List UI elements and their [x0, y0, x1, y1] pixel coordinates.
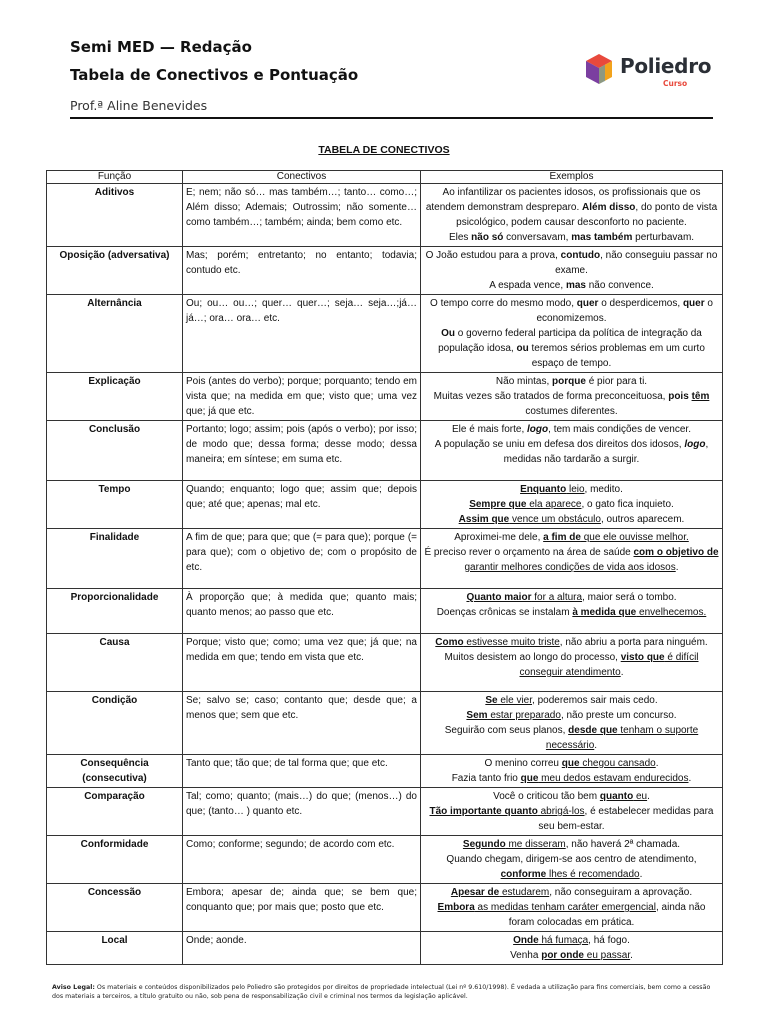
example-text: O menino correu — [484, 758, 562, 769]
example-text: , do ponto de vista psicológico, podem causar desconforto no paciente. — [456, 202, 718, 228]
cell-funcao: Concessão — [47, 884, 183, 932]
cell-exemplos — [421, 529, 723, 589]
example-text: Doenças crônicas se instalam — [436, 607, 573, 618]
example-sentence — [424, 590, 719, 605]
cell-conectivos: Se; salvo se; caso; contanto que; desde que; a menos que; sem que etc. — [183, 692, 421, 755]
table-row — [47, 481, 723, 529]
connective-highlight: Enquanto — [520, 484, 567, 495]
table-row — [47, 755, 723, 788]
document-title: Tabela de Conectivos e Pontuação — [70, 66, 359, 84]
example-text: , outros aparecem. — [600, 514, 685, 525]
cell-funcao: Comparação — [47, 788, 183, 836]
connective-highlight: Sem — [466, 710, 488, 721]
example-text: ele vier — [497, 695, 533, 706]
example-text: A população se uniu em defesa dos direitos dos idosos, — [434, 439, 685, 450]
column-header-exemplos: Exemplos — [421, 171, 723, 184]
connective-highlight: Segundo — [462, 839, 506, 850]
example-text: . — [655, 758, 659, 769]
example-text: , tem mais condições de vencer. — [548, 424, 691, 435]
table-row — [47, 836, 723, 884]
table-row — [47, 932, 723, 965]
connective-highlight: logo — [527, 424, 549, 435]
cell-exemplos — [421, 932, 723, 965]
cell-conectivos: Embora; apesar de; ainda que; se bem que; conquanto que; por mais que; posto que etc. — [183, 884, 421, 932]
example-text: que ele ouvisse melhor. — [580, 532, 689, 543]
teacher-name: Prof.ª Aline Benevides — [70, 98, 208, 113]
example-sentence — [424, 545, 719, 575]
example-text: estivesse muito triste — [463, 637, 560, 648]
example-text: perturbavam. — [632, 232, 695, 243]
table-row — [47, 634, 723, 692]
cell-exemplos — [421, 184, 723, 247]
example-text: leio — [566, 484, 585, 495]
cell-conectivos: Porque; visto que; como; uma vez que; já que; na medida em que; tendo em vista que etc. — [183, 634, 421, 692]
example-text: abrigá-los — [537, 806, 585, 817]
connective-highlight: quer — [682, 298, 705, 309]
example-sentence — [424, 530, 719, 545]
example-text: O João estudou para a prova, — [425, 250, 561, 261]
cell-conectivos: À proporção que; à medida que; quanto mais; quanto menos; ao passo que etc. — [183, 589, 421, 634]
document-header — [70, 34, 630, 115]
cell-exemplos — [421, 247, 723, 295]
example-text: conversavam, — [503, 232, 572, 243]
example-sentence — [424, 437, 719, 467]
example-sentence — [424, 482, 719, 497]
example-text: chegou cansado — [579, 758, 656, 769]
cell-funcao: Local — [47, 932, 183, 965]
example-text: costumes diferentes. — [525, 406, 618, 417]
example-text: , não preste um concurso. — [560, 710, 677, 721]
connective-highlight: mas também — [571, 232, 633, 243]
example-text: , o gato fica inquieto. — [581, 499, 674, 510]
cell-funcao: Causa — [47, 634, 183, 692]
example-sentence — [424, 389, 719, 419]
table-row — [47, 788, 723, 836]
connective-highlight: não só — [471, 232, 504, 243]
section-title-text: TABELA DE CONECTIVOS — [318, 144, 450, 156]
example-text: Muitas vezes são tratados de forma preconceituosa, — [433, 391, 669, 402]
connective-highlight: têm — [691, 391, 710, 402]
connective-highlight: por onde — [541, 950, 584, 961]
connective-highlight: quanto — [599, 791, 634, 802]
example-text: , maior será o tombo. — [582, 592, 677, 603]
connective-highlight: Apesar de — [450, 887, 500, 898]
header-divider — [70, 117, 713, 119]
logo-wordmark: Poliedro — [620, 54, 712, 78]
example-text: não convence. — [585, 280, 654, 291]
connective-highlight: Ou — [441, 328, 456, 339]
example-sentence — [424, 837, 719, 852]
example-sentence — [424, 708, 719, 723]
example-sentence — [424, 422, 719, 437]
example-text: Não mintas, — [495, 376, 553, 387]
cell-conectivos: Quando; enquanto; logo que; assim que; depois que; até que; apenas; mal etc. — [183, 481, 421, 529]
example-text: Aproximei-me dele, — [454, 532, 544, 543]
cell-conectivos: Tanto que; tão que; de tal forma que; que etc. — [183, 755, 421, 788]
cell-exemplos — [421, 692, 723, 755]
column-header-funcao: Função — [47, 171, 183, 184]
table-row — [47, 295, 723, 373]
example-text: lhes é recomendado — [546, 869, 640, 880]
example-text: Você o criticou tão bem — [493, 791, 600, 802]
connective-highlight: Tão importante — [429, 806, 505, 817]
example-text: garantir melhores condições de vida aos idosos — [464, 562, 676, 573]
table-header-row — [47, 171, 723, 184]
connective-highlight: Além disso — [582, 202, 636, 213]
example-text: estar preparado — [487, 710, 561, 721]
cell-conectivos: Onde; aonde. — [183, 932, 421, 965]
connective-highlight: quanto — [504, 806, 538, 817]
table-row — [47, 692, 723, 755]
example-text: , há fogo. — [588, 935, 630, 946]
example-text: . — [630, 950, 633, 961]
table-row — [47, 421, 723, 481]
cell-funcao: Condição — [47, 692, 183, 755]
cell-conectivos: A fim de que; para que; que (= para que); porque (= para que); com o objetivo de; com o propósito de etc. — [183, 529, 421, 589]
example-text: , não conseguiram a aprovação. — [549, 887, 693, 898]
example-text: . — [647, 791, 650, 802]
example-text: , medidas não tardarão a surgir. — [503, 439, 709, 465]
example-text: Ao infantilizar os pacientes idosos, os profissionais que os atendem demonstram despreparo. — [425, 187, 701, 213]
example-sentence — [424, 278, 719, 293]
example-text: A espada vence, — [489, 280, 566, 291]
cell-funcao: Proporcionalidade — [47, 589, 183, 634]
poliedro-logo — [584, 52, 724, 92]
connective-highlight: Como — [435, 637, 464, 648]
example-sentence — [424, 605, 719, 620]
connective-highlight: porque — [552, 376, 586, 387]
cell-funcao: Finalidade — [47, 529, 183, 589]
cell-exemplos — [421, 836, 723, 884]
example-sentence — [424, 635, 719, 650]
example-sentence — [424, 804, 719, 834]
example-text: . — [688, 773, 692, 784]
example-text: vence um obstáculo — [509, 514, 601, 525]
legal-notice — [52, 983, 714, 1001]
example-text: o economizemos. — [536, 298, 713, 324]
example-text: , não conseguiu passar no exame. — [555, 250, 718, 276]
logo-subtitle: Curso — [663, 79, 688, 88]
cell-conectivos: Tal; como; quanto; (mais…) do que; (menos…) do que; (tanto… ) quanto etc. — [183, 788, 421, 836]
example-text: . — [639, 869, 643, 880]
example-text: há fumaça — [538, 935, 589, 946]
cell-conectivos: Ou; ou… ou…; quer… quer…; seja… seja…;já… já…; ora… ora… etc. — [183, 295, 421, 373]
example-text: ela aparece — [526, 499, 582, 510]
example-text: estudarem — [499, 887, 550, 898]
example-sentence — [424, 248, 719, 278]
example-text: Seguirão com seus planos, — [444, 725, 569, 736]
example-text: . — [675, 562, 679, 573]
example-sentence — [424, 230, 719, 245]
connective-highlight: visto que — [620, 652, 665, 663]
example-sentence — [424, 771, 719, 786]
legal-notice-text: Os materiais e conteúdos disponibilizados pelo Poliedro são protegidos por direitos de propriedade intelectual (Lei nº 9.610/1998). É vedada a utilização para fins comerciais, bem como a cessão dos materiais a terceiros, a título gratuito ou não, sob pena de responsabilização civil e criminal nos termos da legislação aplicável. — [52, 984, 711, 1000]
example-text: Quando chegam, dirigem-se aos centro de atendimento, — [446, 854, 697, 865]
example-text: . — [594, 740, 598, 751]
example-sentence — [424, 948, 719, 963]
cell-conectivos: Como; conforme; segundo; de acordo com etc. — [183, 836, 421, 884]
connective-highlight: Sempre que — [469, 499, 527, 510]
example-sentence — [424, 885, 719, 900]
connective-highlight: Se — [485, 695, 498, 706]
table-row — [47, 373, 723, 421]
example-text: eu — [633, 791, 648, 802]
example-sentence — [424, 900, 719, 930]
example-sentence — [424, 374, 719, 389]
cell-exemplos — [421, 788, 723, 836]
example-text: , não abriu a porta para ninguém. — [559, 637, 708, 648]
example-sentence — [424, 789, 719, 804]
example-text: , medito. — [584, 484, 623, 495]
example-text: me disseram — [505, 839, 566, 850]
example-text: , é estabelecer medidas para seu bem-estar. — [538, 806, 714, 832]
example-sentence — [424, 852, 719, 882]
cell-funcao: Aditivos — [47, 184, 183, 247]
cell-funcao: Explicação — [47, 373, 183, 421]
example-text: é pior para ti. — [585, 376, 648, 387]
connective-highlight: que — [520, 773, 539, 784]
example-text: Fazia tanto frio — [451, 773, 521, 784]
cell-funcao: Tempo — [47, 481, 183, 529]
example-text: meu dedos estavam endurecidos — [538, 773, 689, 784]
example-text: o governo federal participa da política de integração da população idosa, — [438, 328, 702, 354]
cell-exemplos — [421, 634, 723, 692]
example-text: Ele é mais forte, — [452, 424, 528, 435]
table-row — [47, 884, 723, 932]
table-body — [47, 184, 723, 965]
cell-conectivos: Mas; porém; entretanto; no entanto; todavia; contudo etc. — [183, 247, 421, 295]
connective-highlight: a fim de — [543, 532, 581, 543]
example-sentence — [424, 933, 719, 948]
table-row — [47, 529, 723, 589]
connective-highlight: Embora — [437, 902, 475, 913]
table-row — [47, 247, 723, 295]
example-sentence — [424, 650, 719, 680]
example-text: , não haverá 2ª chamada. — [565, 839, 681, 850]
example-sentence — [424, 756, 719, 771]
example-text: É preciso rever o orçamento na área de saúde — [424, 547, 634, 558]
example-text: tenham o suporte necessário — [545, 725, 699, 751]
cell-funcao: Oposição (adversativa) — [47, 247, 183, 295]
cell-exemplos — [421, 421, 723, 481]
example-text: o desperdicemos, — [598, 298, 683, 309]
example-sentence — [424, 497, 719, 512]
cell-conectivos: Portanto; logo; assim; pois (após o verbo); por isso; de modo que; dessa forma; desse modo; dessa maneira; em síntese; em suma etc. — [183, 421, 421, 481]
example-text: Muitos desistem ao longo do processo, — [444, 652, 621, 663]
example-text: eu passar — [584, 950, 631, 961]
connective-highlight: ou — [516, 343, 529, 354]
cell-conectivos: E; nem; não só… mas também…; tanto… como…; Além disso; Ademais; Outrossim; não somente… como também…; também; ainda; bem como etc. — [183, 184, 421, 247]
connective-highlight: desde que — [568, 725, 618, 736]
example-sentence — [424, 185, 719, 230]
cell-exemplos — [421, 755, 723, 788]
example-text: é difícil conseguir atendimento — [519, 652, 699, 678]
example-text: O tempo corre do mesmo modo, — [430, 298, 577, 309]
cell-exemplos — [421, 295, 723, 373]
example-sentence — [424, 512, 719, 527]
cell-exemplos — [421, 884, 723, 932]
cell-exemplos — [421, 481, 723, 529]
connective-highlight: pois — [668, 391, 689, 402]
example-text: teremos sérios problemas em um curto espaço de tempo. — [528, 343, 705, 369]
connective-highlight: Quanto maior — [466, 592, 532, 603]
connective-highlight: contudo — [560, 250, 601, 261]
cell-funcao: Alternância — [47, 295, 183, 373]
example-text: , poderemos sair mais cedo. — [532, 695, 658, 706]
connective-highlight: Assim que — [458, 514, 510, 525]
poliedro-cube-icon — [584, 52, 614, 88]
connective-highlight: logo — [684, 439, 706, 450]
example-text: Venha — [510, 950, 542, 961]
column-header-conectivos: Conectivos — [183, 171, 421, 184]
example-text: Eles — [448, 232, 472, 243]
cell-conectivos: Pois (antes do verbo); porque; porquanto; tendo em vista que; na medida em que; visto que; uma vez que; já que etc. — [183, 373, 421, 421]
example-sentence — [424, 723, 719, 753]
cell-funcao: Conformidade — [47, 836, 183, 884]
example-text: , ainda não foram colocadas em prática. — [508, 902, 706, 928]
example-text: . — [620, 667, 624, 678]
example-text: for a altura — [531, 592, 583, 603]
connective-highlight: com o objetivo de — [633, 547, 719, 558]
cell-funcao: Consequência (consecutiva) — [47, 755, 183, 788]
example-sentence — [424, 326, 719, 371]
table-row — [47, 589, 723, 634]
table-row — [47, 184, 723, 247]
connective-highlight: mas — [565, 280, 586, 291]
legal-notice-label: Aviso Legal: — [52, 984, 95, 991]
connectives-table — [46, 170, 723, 965]
example-sentence — [424, 693, 719, 708]
connective-highlight: à medida que — [572, 607, 637, 618]
cell-funcao: Conclusão — [47, 421, 183, 481]
connective-highlight: conforme — [500, 869, 547, 880]
cell-exemplos — [421, 589, 723, 634]
connective-highlight: Onde — [513, 935, 539, 946]
cell-exemplos — [421, 373, 723, 421]
example-text: envelhecemos. — [636, 607, 707, 618]
subject-title: Semi MED — Redação — [70, 38, 252, 56]
connective-highlight: quer — [576, 298, 599, 309]
section-title — [0, 140, 768, 158]
connective-highlight: que — [561, 758, 580, 769]
example-text: as medidas tenham caráter emergencial — [474, 902, 656, 913]
example-sentence — [424, 296, 719, 326]
